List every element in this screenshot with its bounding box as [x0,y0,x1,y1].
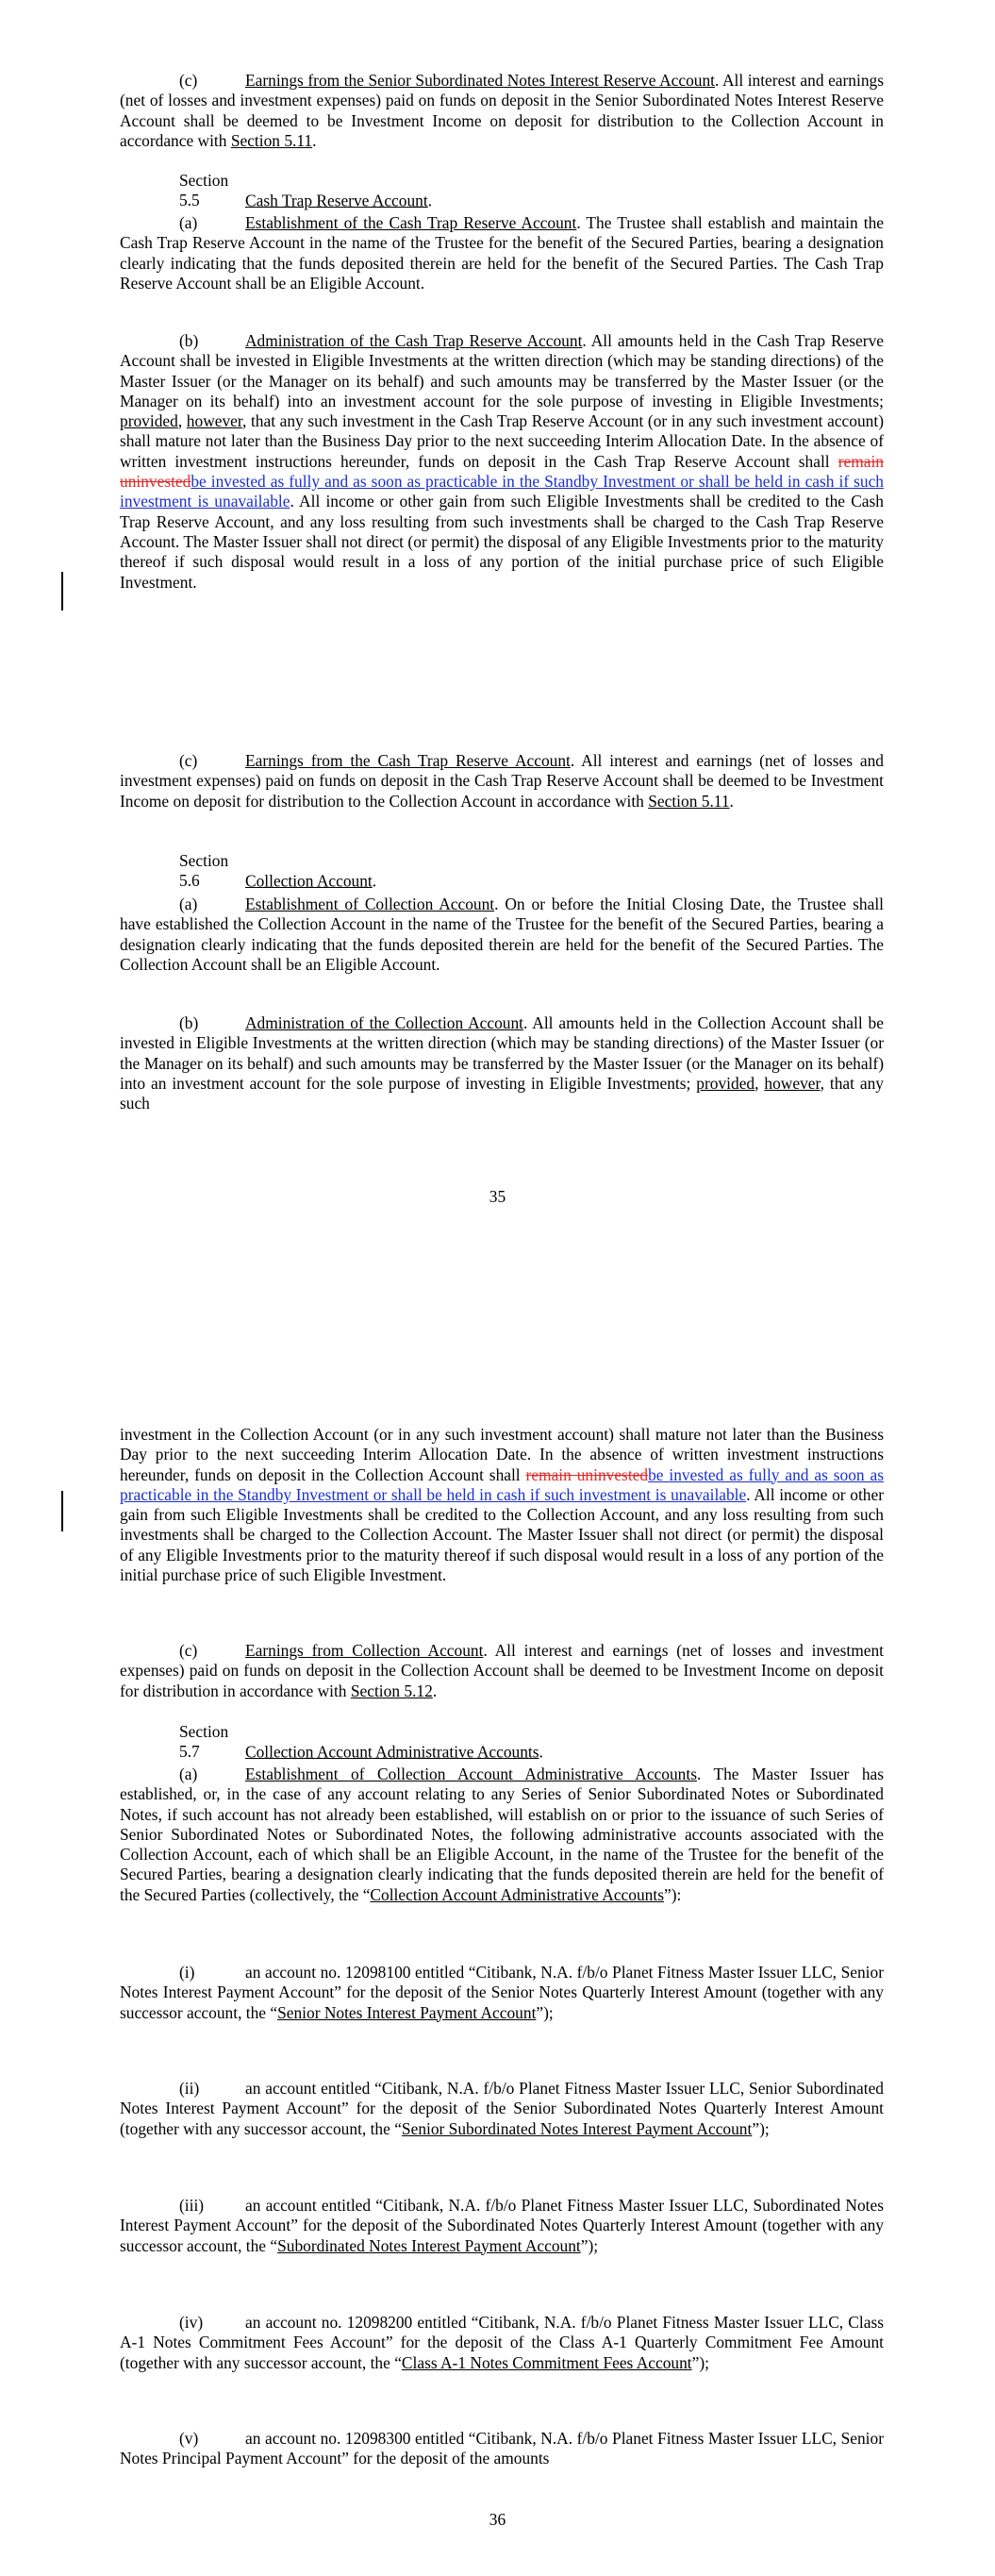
change-bar [61,1491,63,1531]
inserted-text: be invested as fully and as soon as practicable in the Standby Investment or shall be held in cash if such investment is unavailable [120,472,884,511]
defined-term: Class A-1 Notes Commitment Fees Account [401,2352,692,2372]
paragraph-b-administration-collection: (b) Administration of the Collection Account. All amounts held in the Collection Account shall be invested in Eligible Investments at the written direction (which may be standing directions) of the Master Issuer (or the Manager on its behalf) and such amounts may be transferred by the Master Issuer (or the Manager on its behalf) into an investment account for the sole purpose of investing in Eligible Investments; provided, however, that any such [120,1013,884,1113]
page-36 [0,1288,995,2576]
defined-term: Senior Subordinated Notes Interest Payment Account [401,2118,753,2138]
defined-term: Senior Notes Interest Payment Account [277,2002,537,2022]
deleted-text: remain uninvested [525,1464,649,1484]
defined-term: Subordinated Notes Interest Payment Account [277,2235,581,2255]
deleted-text: remain uninvested [120,451,884,492]
inserted-text: be invested as fully and as soon as practicable in the Standby Investment or shall be held in cash if such investment is unavailable [120,1464,884,1504]
defined-term: Collection Account Administrative Accounts [370,1884,664,1904]
paragraph-heading: Administration of the Cash Trap Reserve Account [245,331,583,350]
section-5-7-heading: Section 5.7 Collection Account Administrative Accounts. [179,1722,543,1762]
section-title: Collection Account [245,871,373,891]
paragraph-b-administration-cash-trap: (b) Administration of the Cash Trap Reserve Account. All amounts held in the Cash Trap Reserve Account shall be invested in Eligible Investments at the written direction (which may be standing directions) of the Master Issuer (or the Manager on its behalf) and such amounts may be transferred by the Master Issuer (or the Manager on its behalf) into an investment account for the sole purpose of investing in Eligible Investments; provided, however, that any such investment in the Cash Trap Reserve Account (or in any such investment account) shall mature not later than the Business Day prior to the next succeeding Interim Allocation Date. In the absence of written investment instructions hereunder, funds on deposit in the Cash Trap Reserve Account shall remain uninvestedbe invested as fully and as soon as practicable in the Standby Investment or shall be held in cash if such investment is unavailable. All income or other gain from such Eligible Investments shall be credited to the Cash Trap Reserve Account, and any loss resulting from such investments shall be charged to the Cash Trap Reserve Account. The Master Issuer shall not direct (or permit) the disposal of any Eligible Investments prior to the maturity thereof if such disposal would result in a loss of any portion of the initial purchase price of such Eligible Investment. [120,331,884,592]
section-reference: Section 5.11 [230,130,313,150]
change-bar [61,572,63,611]
paragraph-c-earnings-collection: (c) Earnings from Collection Account. All interest and earnings (net of losses and investment expenses) paid on funds on deposit in the Collection Account shall be deemed to be Investment Income on deposit for distribution in accordance with Section 5.12. [120,1641,884,1700]
section-title: Collection Account Administrative Accounts [245,1742,539,1762]
paragraph-heading: Earnings from the Cash Trap Reserve Account [245,751,571,770]
section-5-5-heading: Section 5.5 Cash Trap Reserve Account. [179,171,433,210]
paragraph-a-establishment-cash-trap: (a) Establishment of the Cash Trap Reserve Account. The Trustee shall establish and maintain the Cash Trap Reserve Account in the name of the Trustee for the benefit of the Secured Parties, bearing a designation clearly indicating that the funds deposited therein are held for the benefit of the Secured Parties. The Cash Trap Reserve Account shall be an Eligible Account. [120,213,884,293]
paragraph-heading: Earnings from Collection Account [245,1641,484,1660]
page-number: 35 [489,1187,506,1206]
item-ii: (ii) an account entitled “Citibank, N.A. f/b/o Planet Fitness Master Issuer LLC, Senior Subordinated Notes Interest Payment Account” for the deposit of the Senior Subordinated Notes Quarterly Interest Amount (together with any successor account, the “Senior Subordinated Notes Interest Payment Account”); [120,2079,884,2138]
page-number: 36 [489,2510,506,2529]
paragraph-heading: Establishment of Collection Account Administrative Accounts [245,1765,697,1783]
section-reference: Section 5.12 [350,1681,433,1700]
paragraph-c-earnings-cash-trap: (c) Earnings from the Cash Trap Reserve Account. All interest and earnings (net of losses and investment expenses) paid on funds on deposit in the Cash Trap Reserve Account shall be deemed to be Investment Income on deposit for distribution to the Collection Account in accordance with Section 5.11. [120,751,884,811]
paragraph-collection-continued: investment in the Collection Account (or in any such investment account) shall mature not later than the Business Day prior to the next succeeding Interim Allocation Date. In the absence of written investment instructions hereunder, funds on deposit in the Collection Account shall remain uninvestedbe invested as fully and as soon as practicable in the Standby Investment or shall be held in cash if such investment is unavailable. All income or other gain from such Eligible Investments shall be credited to the Collection Account, and any loss resulting from such investments shall be charged to the Collection Account. The Master Issuer shall not direct (or permit) the disposal of any Eligible Investments prior to the maturity thereof if such disposal would result in a loss of any portion of the initial purchase price of such Eligible Investment. [120,1425,884,1585]
paragraph-heading: Establishment of Collection Account [245,895,495,913]
item-iv: (iv) an account no. 12098200 entitled “Citibank, N.A. f/b/o Planet Fitness Master Issuer LLC, Class A-1 Notes Commitment Fees Account” for the deposit of the Class A-1 Quarterly Commitment Fee Amount (together with any successor account, the “Class A-1 Notes Commitment Fees Account”); [120,2313,884,2372]
item-iii: (iii) an account entitled “Citibank, N.A. f/b/o Planet Fitness Master Issuer LLC, Subordinated Notes Interest Payment Account” for the deposit of the Subordinated Notes Quarterly Interest Amount (together with any successor account, the “Subordinated Notes Interest Payment Account”); [120,2196,884,2255]
paragraph-heading: Administration of the Collection Account [245,1013,524,1032]
paragraph-a-establishment-collection: (a) Establishment of Collection Account. On or before the Initial Closing Date, the Trustee shall have established the Collection Account in the name of the Trustee for the benefit of the Secured Parties, bearing a designation clearly indicating that the funds deposited therein are held for the benefit of the Secured Parties. The Collection Account shall be an Eligible Account. [120,895,884,974]
paragraph-a-establishment-admin-accounts: (a) Establishment of Collection Account Administrative Accounts. The Master Issuer has established, or, in the case of any account relating to any Series of Senior Subordinated Notes or Subordinated Notes, if such account has not already been established, will establish on or prior to the issuance of such Series of Senior Subordinated Notes or Subordinated Notes, the following administrative accounts associated with the Collection Account, each of which shall be an Eligible Account, in the name of the Trustee for the benefit of the Secured Parties, bearing a designation clearly indicating that the funds deposited therein are held for the benefit of the Secured Parties (collectively, the “Collection Account Administrative Accounts”): [120,1765,884,1904]
section-title: Cash Trap Reserve Account [245,191,428,210]
paragraph-heading: Earnings from the Senior Subordinated Notes Interest Reserve Account [245,71,716,90]
paragraph-heading: Establishment of the Cash Trap Reserve Account [245,213,577,232]
section-reference: Section 5.11 [648,791,730,811]
paragraph-c-earnings-senior-subordinated: (c) Earnings from the Senior Subordinated Notes Interest Reserve Account. All interest and earnings (net of losses and investment expenses) paid on funds on deposit in the Senior Subordinated Notes Interest Reserve Account shall be deemed to be Investment Income on deposit for distribution to the Collection Account in accordance with Section 5.11. [120,71,884,150]
item-i: (i) an account no. 12098100 entitled “Citibank, N.A. f/b/o Planet Fitness Master Issuer LLC, Senior Notes Interest Payment Account” for the deposit of the Senior Notes Quarterly Interest Amount (together with any successor account, the “Senior Notes Interest Payment Account”); [120,1963,884,2022]
item-v: (v) an account no. 12098300 entitled “Citibank, N.A. f/b/o Planet Fitness Master Issuer LLC, Senior Notes Principal Payment Account” for the deposit of the amounts [120,2429,884,2468]
section-5-6-heading: Section 5.6 Collection Account. [179,851,377,891]
